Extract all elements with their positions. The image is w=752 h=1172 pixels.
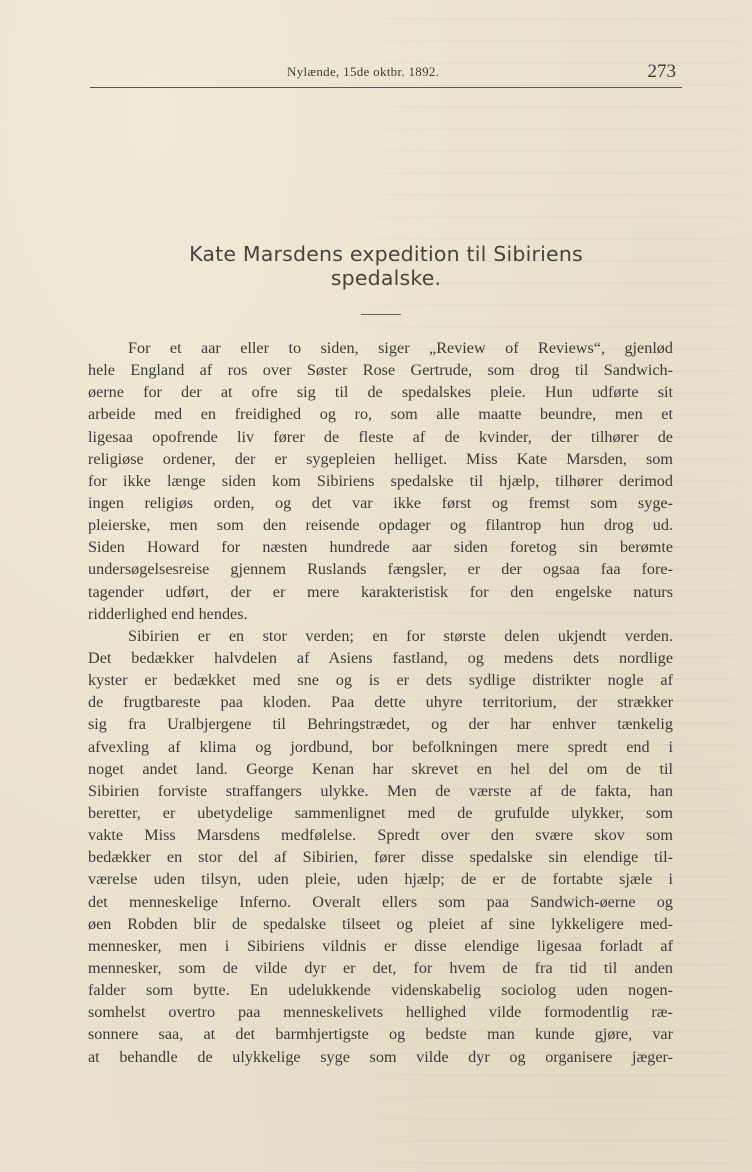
- text-line: ingen religiøs orden, og det var ikke først og fremst som syge-: [88, 493, 673, 512]
- text-line: afvexling af klima og jordbund, bor befolkningen mere spredt end i: [88, 737, 673, 756]
- text-line: tagender udført, der er mere karakteristisk for den engelske naturs: [88, 582, 673, 601]
- text-line: mennesker, men i Sibiriens vildnis er disse elendige ligesaa forladt af: [88, 936, 673, 955]
- text-line: hele England af ros over Søster Rose Gertrude, som drog til Sandwich-: [88, 361, 673, 380]
- text-line: Det bedækker halvdelen af Asiens fastland, og medens dets nordlige: [88, 648, 673, 667]
- text-line: sonnere saa, at det barmhjertigste og bedste man kunde gjøre, var: [88, 1025, 673, 1044]
- text-line: noget andet land. George Kenan har skrevet en hel del om de til: [88, 759, 673, 778]
- text-line: øen Robden blir de spedalske tilseet og pleiet af sine lykkeligere med-: [88, 914, 673, 933]
- text-line: ligesaa opofrende liv fører de fleste af de kvinder, der tilhører de: [88, 427, 673, 446]
- text-line: øerne for der at ofre sig til de spedalskes pleie. Hun udførte sit: [88, 383, 673, 402]
- text-line: vakte Miss Marsdens medfølelse. Spredt over den svære skov som: [88, 826, 673, 845]
- text-line: Siden Howard for næsten hundrede aar siden foretog sin berømte: [88, 538, 673, 557]
- text-line: arbeide med en freidighed og ro, som alle maatte beundre, men et: [88, 405, 673, 424]
- text-line: de frugtbareste paa kloden. Paa dette uhyre territorium, der strækker: [88, 693, 673, 712]
- running-header: [90, 62, 682, 88]
- article-title: [90, 242, 682, 290]
- text-line: undersøgelsesreise gjennem Ruslands fængsler, er der ogsaa faa fore-: [88, 560, 673, 579]
- running-title: Nylænde, 15de oktbr. 1892.: [287, 64, 440, 79]
- header-rule: [90, 87, 682, 88]
- text-line: sig fra Uralbjergene til Behringstrædet, og der har enhver tænkelig: [88, 715, 673, 734]
- text-line: ridderlighed end hendes.: [88, 604, 248, 623]
- page-number: 273: [647, 61, 676, 82]
- text-line: mennesker, som de vilde dyr er det, for hvem de fra tid til anden: [88, 958, 673, 977]
- article-body: [88, 337, 673, 1068]
- text-line: pleierske, men som den reisende opdager og filantrop hun drog ud.: [88, 516, 673, 535]
- text-line: Sibirien er en stor verden; en for største delen ukjendt verden.: [128, 626, 673, 645]
- title-separator-rule: [361, 314, 401, 315]
- text-line: religiøse ordener, der er sygepleien helliget. Miss Kate Marsden, som: [88, 449, 673, 468]
- text-line: falder som bytte. En udelukkende videnskabelig sociolog uden nogen-: [88, 981, 673, 1000]
- text-line: bedækker en stor del af Sibirien, fører disse spedalske sin elendige til-: [88, 848, 673, 867]
- text-line: somhelst overtro paa menneskelivets hellighed vilde formodentlig ræ-: [88, 1003, 673, 1022]
- text-line: kyster er bedækket med sne og is er dets sydlige distrikter nogle af: [88, 671, 673, 690]
- text-line: beretter, er ubetydelige sammenlignet med de grufulde ulykker, som: [88, 803, 673, 822]
- article-title-line-1: Kate Marsdens expedition til Sibiriens: [189, 242, 583, 266]
- text-line: For et aar eller to siden, siger „Review of Reviews“, gjenlød: [128, 339, 673, 357]
- text-line: Sibirien forviste straffangers ulykke. Men de værste af de fakta, han: [88, 781, 673, 800]
- text-line: værelse uden tilsyn, uden pleie, uden hjælp; de er de fortabte sjæle i: [88, 870, 673, 889]
- text-line: for ikke længe siden kom Sibiriens spedalske til hjælp, tilhører derimod: [88, 471, 673, 490]
- article-title-line-2: spedalske.: [330, 266, 442, 290]
- text-line: at behandle de ulykkelige syge som vilde dyr og organisere jæger-: [88, 1047, 673, 1066]
- text-line: det menneskelige Inferno. Overalt ellers som paa Sandwich-øerne og: [88, 892, 673, 911]
